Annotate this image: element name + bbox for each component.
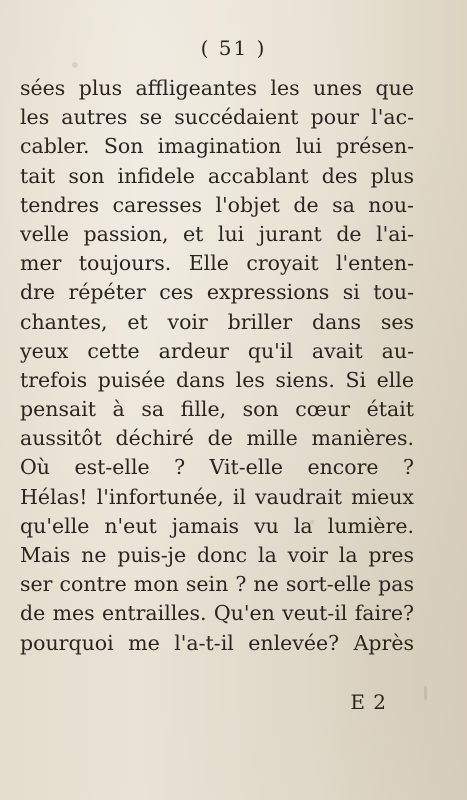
body-text — [20, 74, 414, 658]
paper-stain — [72, 62, 78, 68]
text-line: ser contre mon sein ? ne sort-elle pas — [20, 572, 414, 597]
text-line: qu'elle n'eut jamais vu la lumière. — [20, 513, 414, 538]
text-line: tait son infidele accablant des plus — [20, 163, 414, 188]
text-line: cabler. Son imagination lui présen- — [20, 134, 414, 159]
text-line: yeux cette ardeur qu'il avait au- — [20, 338, 414, 363]
signature-mark: E 2 — [350, 690, 387, 714]
text-line: aussitôt déchiré de mille manières. — [20, 426, 414, 451]
text-line: Mais ne puis-je donc la voir la pres — [20, 543, 414, 567]
text-line: Où est-elle ? Vit-elle encore ? — [20, 455, 414, 480]
text-line: pourquoi me l'a-t-il enlevée? Après — [20, 630, 414, 655]
text-line: dre répéter ces expressions si tou- — [20, 280, 414, 305]
text-line: velle passion, et lui jurant de l'ai- — [20, 221, 414, 246]
text-line: de mes entrailles. Qu'en veut-il faire? — [20, 601, 414, 626]
page-number: ( 51 ) — [200, 36, 267, 60]
text-line: trefois puisée dans les siens. Si elle — [20, 367, 414, 392]
text-line: mer toujours. Elle croyait l'enten- — [20, 251, 414, 276]
text-line: chantes, et voir briller dans ses — [20, 309, 414, 334]
text-line: les autres se succédaient pour l'ac- — [20, 105, 414, 130]
text-line: Hélas! l'infortunée, il vaudrait mieux — [20, 484, 414, 509]
text-line: sées plus affligeantes les unes que — [20, 76, 414, 100]
text-line: tendres caresses l'objet de sa nou- — [20, 192, 414, 217]
paper-stain — [424, 686, 427, 700]
text-line: pensait à sa fille, son cœur était — [20, 397, 414, 422]
